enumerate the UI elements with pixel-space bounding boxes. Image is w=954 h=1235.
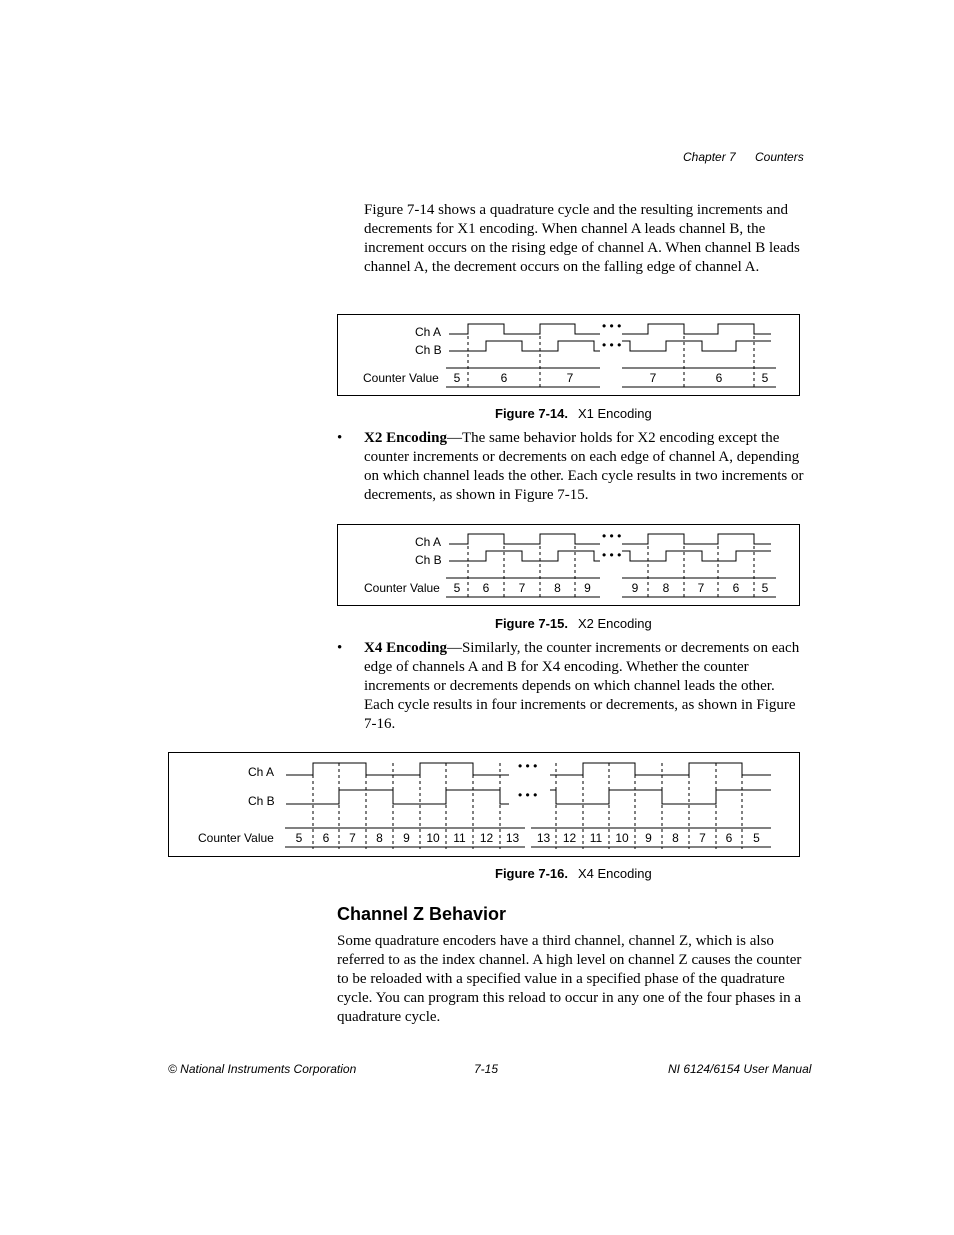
footer-manual-title: NI 6124/6154 User Manual <box>668 1062 812 1076</box>
counter-value: 9 <box>584 581 591 595</box>
channel-b-waveform <box>622 341 771 351</box>
counter-value: 11 <box>589 831 603 845</box>
figure-x2-encoding <box>337 524 800 606</box>
figure-title: X2 Encoding <box>577 616 652 631</box>
continuation-dots: • • • <box>602 319 622 333</box>
channel-b-waveform <box>449 341 600 351</box>
counter-value: 13 <box>536 831 551 845</box>
counter-value: 5 <box>453 581 461 595</box>
continuation-dots: • • • <box>602 548 622 562</box>
continuation-dots: • • • <box>518 759 538 773</box>
counter-value: 5 <box>453 371 461 385</box>
counter-value: 7 <box>566 371 574 385</box>
counter-value: 9 <box>403 831 410 845</box>
figure-title: X4 Encoding <box>577 866 652 881</box>
channel-a-waveform <box>622 534 771 544</box>
counter-value: 6 <box>482 581 490 595</box>
bullet-term: X4 Encoding <box>364 640 447 656</box>
bullet-marker: • <box>337 640 343 656</box>
counter-value: 5 <box>761 371 769 385</box>
counter-value: 6 <box>715 371 723 385</box>
channel-b-label: Ch B <box>415 553 442 567</box>
bullet-text: —Similarly, the counter increments or decrements on each edge of channels A and B for X4 encoding. Whether the counter increments or decrements depends on which channel leads the other. Each cycle results in four increments or decrements, as shown in Figure 7-16. <box>364 640 800 732</box>
counter-value: 7 <box>649 371 657 385</box>
counter-value: 6 <box>322 831 330 845</box>
figure-caption-x1 <box>495 406 652 421</box>
counter-value: 7 <box>697 581 705 595</box>
counter-value: 9 <box>631 581 639 595</box>
figure-caption-x2 <box>495 616 652 631</box>
counter-value-label: Counter Value <box>198 831 274 845</box>
counter-value: 5 <box>753 831 760 845</box>
counter-value: 10 <box>615 831 629 845</box>
channel-b-waveform <box>286 790 509 804</box>
counter-value: 9 <box>645 831 652 845</box>
channel-b-waveform <box>449 551 600 561</box>
x1-timing-diagram <box>338 315 801 397</box>
counter-value: 7 <box>518 581 526 595</box>
channel-a-label: Ch A <box>248 765 275 779</box>
figure-x1-encoding <box>337 314 800 396</box>
continuation-dots: • • • <box>602 529 622 543</box>
intro-paragraph: Figure 7-14 shows a quadrature cycle and the resulting increments and decrements for X1 encoding. When channel A leads channel B, the increment occurs on the rising edge of channel A. When channel B leads channel A, the decrement occurs on the falling edge of channel A. <box>364 202 800 275</box>
footer-page-number: 7-15 <box>474 1062 499 1076</box>
counter-value: 5 <box>295 831 303 845</box>
bullet-term: X2 Encoding <box>364 430 447 446</box>
counter-value: 8 <box>376 831 383 845</box>
counter-value: 10 <box>426 831 440 845</box>
counter-value: 6 <box>500 371 508 385</box>
channel-a-waveform <box>449 324 600 334</box>
counter-value: 8 <box>672 831 679 845</box>
figure-number: Figure 7-15. <box>495 616 568 631</box>
x4-timing-diagram <box>169 753 801 858</box>
channel-a-label: Ch A <box>415 325 442 339</box>
section-paragraph: Some quadrature encoders have a third channel, channel Z, which is also referred to as the index channel. A high level on channel Z causes the counter to be reloaded with a specified value in a specified phase of the quadrature cycle. You can program this reload to occur in any one of the four phases in a quadrature cycle. <box>337 933 802 1025</box>
counter-value: 7 <box>349 831 356 845</box>
bullet-marker: • <box>337 430 343 446</box>
figure-caption-x4 <box>495 866 652 881</box>
bullet-x4-encoding <box>364 639 804 734</box>
header-chapter: Chapter 7 <box>683 150 736 164</box>
figure-number: Figure 7-14. <box>495 406 568 421</box>
channel-a-waveform <box>449 534 600 544</box>
channel-b-label: Ch B <box>248 794 275 808</box>
header-section: Counters <box>755 150 804 164</box>
continuation-dots: • • • <box>602 338 622 352</box>
counter-value-label: Counter Value <box>363 371 439 385</box>
counter-value: 12 <box>562 831 577 845</box>
continuation-dots: • • • <box>518 788 538 802</box>
counter-value: 8 <box>662 581 670 595</box>
counter-value: 6 <box>732 581 740 595</box>
figure-x4-encoding <box>168 752 800 857</box>
channel-a-waveform <box>622 324 771 334</box>
figure-number: Figure 7-16. <box>495 866 568 881</box>
channel-b-waveform <box>622 551 771 561</box>
counter-value: 7 <box>699 831 706 845</box>
channel-b-label: Ch B <box>415 343 442 357</box>
figure-title: X1 Encoding <box>577 406 652 421</box>
channel-a-label: Ch A <box>415 535 442 549</box>
counter-value: 13 <box>505 831 520 845</box>
counter-value-label: Counter Value <box>364 581 440 595</box>
footer-copyright: © National Instruments Corporation <box>168 1062 357 1076</box>
section-heading: Channel Z Behavior <box>337 904 507 924</box>
bullet-text: —The same behavior holds for X2 encoding except the counter increments or decrements on each edge of channel A, depending on which channel leads the other. Each cycle results in two increments or decrements, as shown in Figure 7-15. <box>364 430 804 503</box>
counter-value: 8 <box>554 581 561 595</box>
counter-value: 12 <box>479 831 494 845</box>
counter-value: 5 <box>761 581 769 595</box>
bullet-x2-encoding <box>364 429 804 505</box>
counter-value: 6 <box>725 831 733 845</box>
x2-timing-diagram <box>338 525 801 607</box>
counter-value: 11 <box>453 831 466 845</box>
channel-a-waveform <box>286 763 509 775</box>
